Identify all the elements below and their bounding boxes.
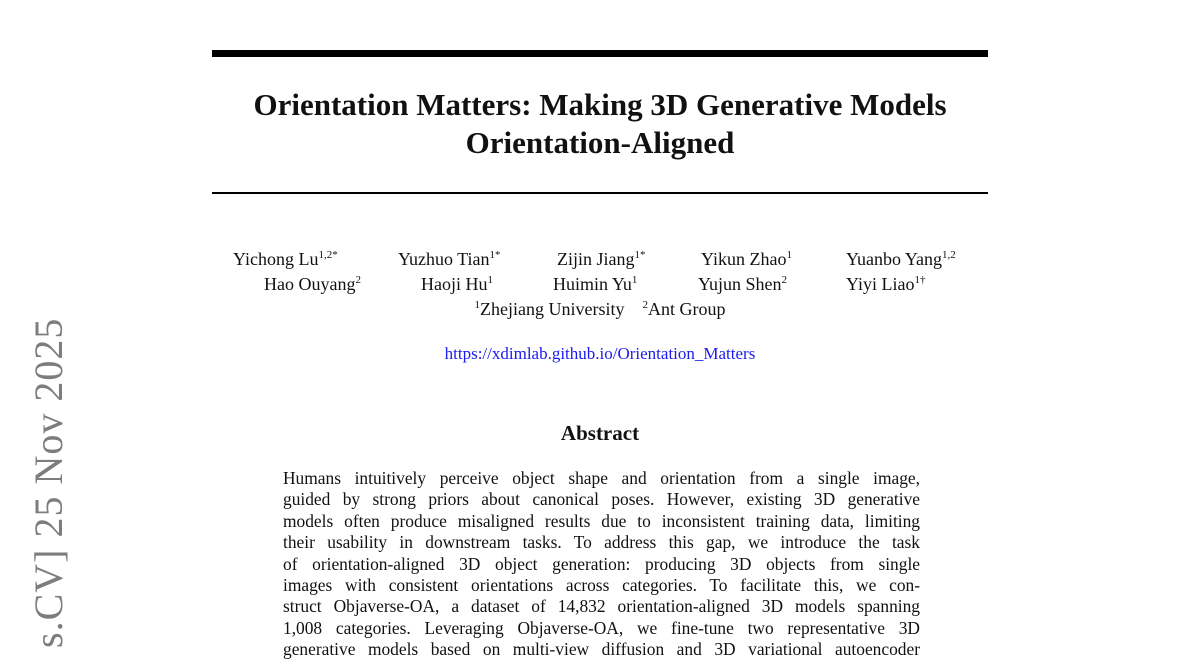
abstract-line: guided by strong priors about canonical poses. However, existing 3D generative: [283, 489, 920, 510]
title-bottom-rule: [212, 192, 988, 194]
author: Yujun Shen$^2$: [698, 274, 788, 294]
abstract-line: models often produce misaligned results due to inconsistent training data, limiting: [283, 510, 920, 531]
author: Yichong $Lu^{1,2*}$: [233, 249, 338, 269]
author: Yuzhuo Tian$^{1*}$: [398, 249, 501, 269]
abstract-heading: Abstract: [560, 421, 640, 445]
title-top-rule: [212, 50, 988, 57]
arxiv-side-stamp: s.CV] 25 Nov 2025: [26, 317, 71, 648]
author: Yikun Zhao$^1$: [701, 249, 792, 269]
affiliation-name: Ant Group: [647, 299, 726, 319]
author: Yiyi Liao$^{1\dagger}$: [846, 274, 926, 294]
author: Zijin Jiang$^{1*}$: [557, 249, 646, 269]
abstract-line: their usability in downstream tasks. To address this gap, we introduce the task: [283, 532, 920, 553]
paper-title-line-2: Orientation-Aligned: [465, 125, 735, 160]
abstract-line: Humans intuitively perceive object shape and orientation from a single image,: [283, 468, 920, 488]
affiliation-name: Zhejiang University: [480, 299, 625, 319]
project-url-link[interactable]: https://xdimlab.github.io/Orientation_Matters: [444, 344, 756, 363]
abstract-line: generative models based on multi-view diffusion and 3D variational autoencoder: [283, 639, 920, 660]
affiliations: $^1$Zhejiang University $^2$Ant Group: [474, 299, 726, 319]
abstract-line: 1,008 categories. Leveraging Objaverse-OA, we fine-tune two representative 3D: [283, 617, 920, 638]
paper-title-line-1: Orientation Matters: Making 3D Generative Models: [253, 87, 947, 122]
abstract-body: [283, 468, 920, 661]
author: Yuanbo Yang$^{1,2}$: [846, 249, 956, 269]
author: Hao Ouyang$^2$: [264, 274, 361, 294]
abstract-line: images with consistent orientations across categories. To facilitate this, we con-: [283, 575, 920, 596]
author: Haoji Hu$^1$: [421, 274, 493, 294]
abstract-line: of orientation-aligned 3D object generation: producing 3D objects from single: [283, 553, 920, 574]
author: Huimin Yu$^1$: [553, 274, 638, 294]
paper-title: [212, 86, 988, 162]
abstract-line: struct Objaverse-OA, a dataset of 14,832 orientation-aligned 3D models spanning: [283, 596, 920, 617]
